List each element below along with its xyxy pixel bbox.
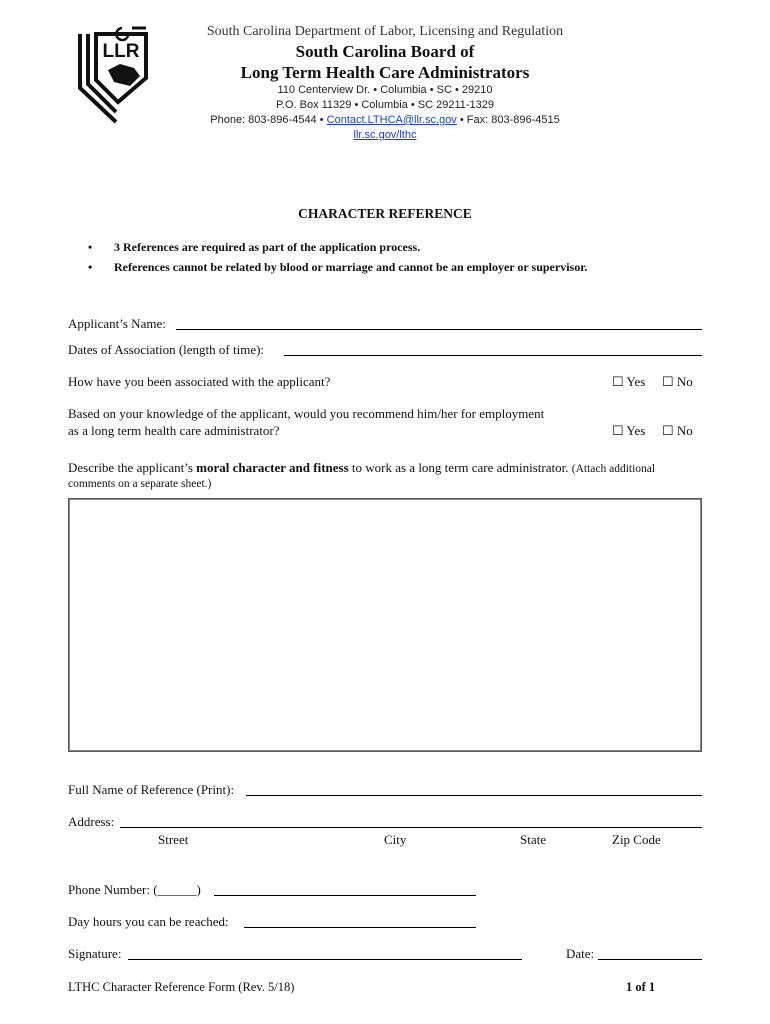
bullet-item: • References cannot be related by blood or marriage and cannot be an employer or supervisor. [88, 260, 588, 274]
address-state-caption: State [520, 832, 546, 847]
describe-post: to work as a long term care administrator. [348, 460, 572, 475]
website-link[interactable]: llr.sc.gov/lthc [353, 129, 417, 141]
q1-no-checkbox[interactable]: ☐ No [662, 374, 693, 389]
form-revision: LTHC Character Reference Form (Rev. 5/18) [68, 980, 295, 994]
fax-text: • Fax: 803-896-4515 [456, 114, 560, 126]
address-city-caption: City [384, 832, 407, 847]
date-label: Date: [566, 946, 595, 961]
bullet-item: • 3 References are required as part of the application process. [88, 240, 421, 254]
form-title: CHARACTER REFERENCE [298, 206, 472, 221]
day-hours-field[interactable] [244, 927, 476, 928]
contact-line [180, 114, 590, 126]
phone-text: Phone: 803-896-4544 • [210, 114, 327, 126]
svg-text:LLR: LLR [102, 41, 140, 62]
full-name-field[interactable] [246, 795, 702, 796]
applicant-name-label: Applicant’s Name: [68, 316, 166, 331]
department-name: South Carolina Department of Labor, Licensing and Regulation [206, 24, 564, 39]
phone-field[interactable] [214, 895, 476, 896]
address-field[interactable] [120, 827, 702, 828]
full-name-label: Full Name of Reference (Print): [68, 782, 235, 797]
character-comments-box[interactable] [68, 498, 702, 752]
page-number: 1 of 1 [626, 980, 656, 994]
board-name-line2: Long Term Health Care Administrators [240, 63, 530, 82]
address-zip-caption: Zip Code [612, 832, 661, 847]
address-street-caption: Street [158, 832, 189, 847]
recommend-question-line1: Based on your knowledge of the applicant, would you recommend him/her for employment [68, 406, 545, 421]
dates-label: Dates of Association (length of time): [68, 342, 265, 357]
address-line2: P.O. Box 11329 • Columbia • SC 29211-1329 [275, 99, 495, 111]
describe-note: (Attach additional [571, 463, 656, 475]
applicant-name-field[interactable] [176, 329, 702, 330]
website-line [180, 129, 590, 141]
describe-note-line2: comments on a separate sheet.) [68, 478, 212, 490]
llr-logo [76, 26, 160, 126]
date-field[interactable] [598, 959, 702, 960]
address-line1: 110 Centerview Dr. • Columbia • SC • 29210 [277, 84, 493, 96]
email-link[interactable]: Contact.LTHCA@llr.sc.gov [326, 114, 457, 126]
q1-yes-checkbox[interactable]: ☐ Yes [612, 374, 646, 389]
q2-yes-checkbox[interactable]: ☐ Yes [612, 423, 646, 438]
day-hours-label: Day hours you can be reached: [68, 914, 229, 929]
board-name-line1: South Carolina Board of [295, 42, 475, 61]
bullet-text: 3 References are required as part of the application process. [114, 240, 421, 254]
describe-pre: Describe the applicant’s [68, 460, 197, 475]
describe-instruction [68, 460, 655, 476]
association-question: How have you been associated with the applicant? [68, 374, 331, 389]
bullet-text: References cannot be related by blood or marriage and cannot be an employer or supervisor. [114, 260, 588, 274]
signature-label: Signature: [68, 946, 122, 961]
dates-field[interactable] [284, 355, 702, 356]
describe-bold: moral character and fitness [196, 460, 349, 475]
q2-no-checkbox[interactable]: ☐ No [662, 423, 693, 438]
phone-label: Phone Number: (______) [68, 882, 201, 897]
address-label: Address: [68, 814, 115, 829]
recommend-question-line2: as a long term health care administrator? [68, 423, 280, 438]
signature-field[interactable] [128, 959, 522, 960]
